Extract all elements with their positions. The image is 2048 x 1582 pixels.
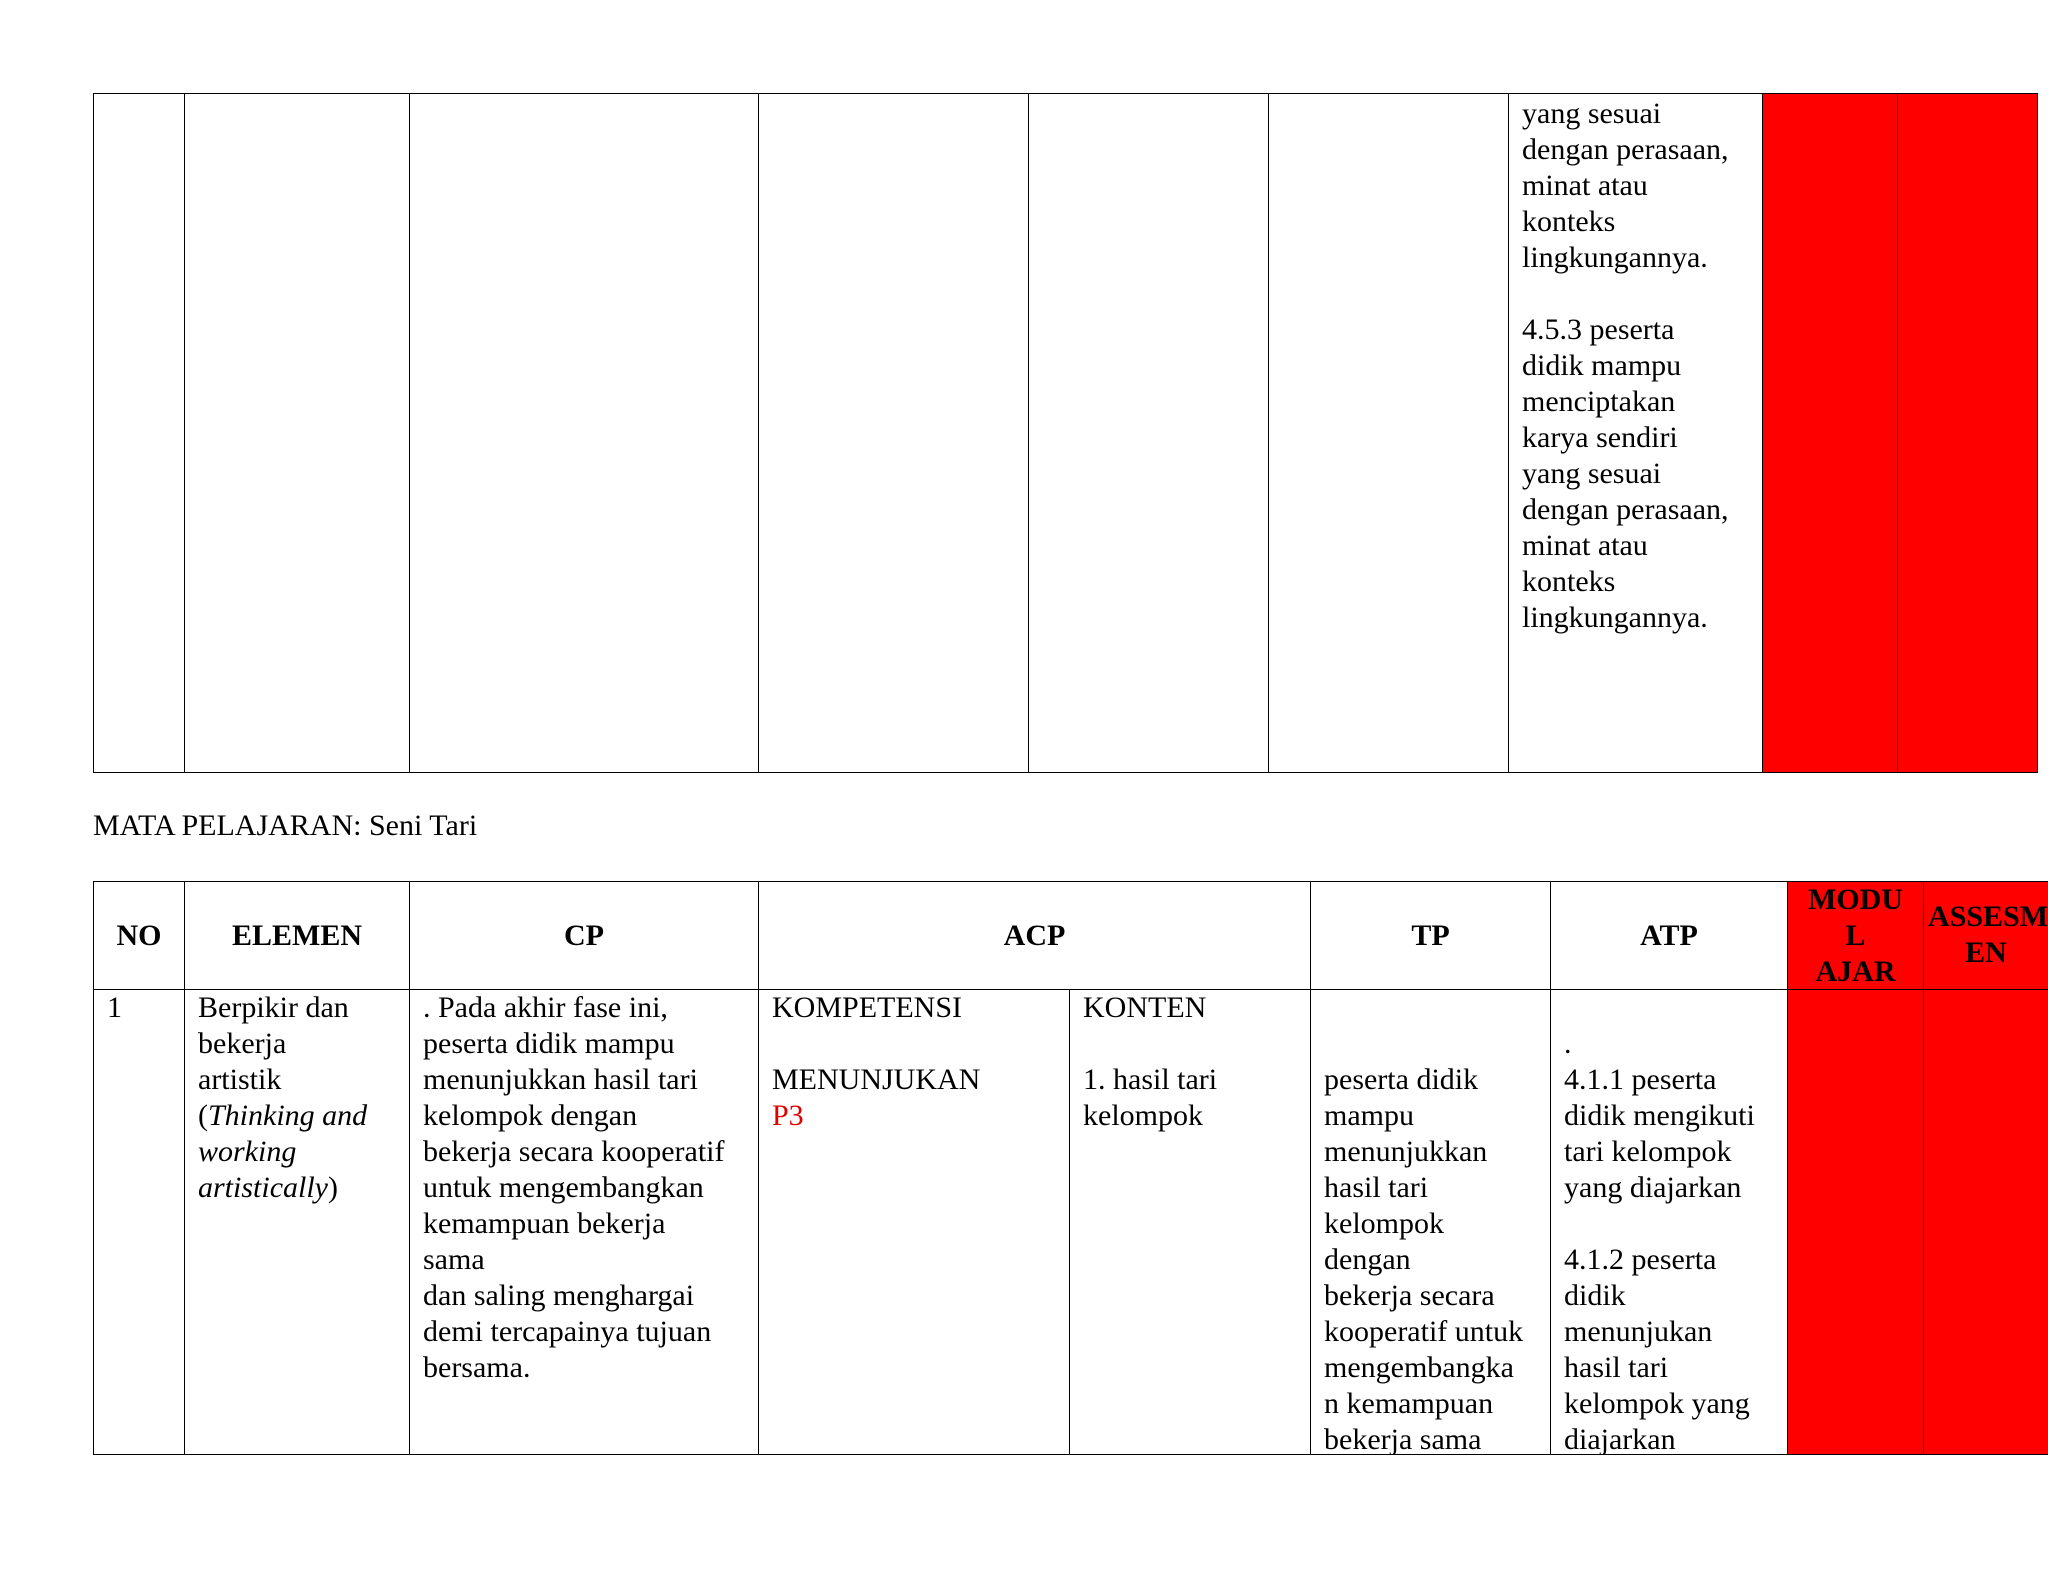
header-modul-ajar: MODU L AJAR xyxy=(1787,881,1924,990)
top-cell-no xyxy=(93,93,185,773)
header-cp: CP xyxy=(409,881,759,990)
top-cell-assesmen xyxy=(1897,93,2038,773)
top-cell-elemen xyxy=(184,93,410,773)
header-assesmen: ASSESM EN xyxy=(1923,881,2048,990)
row-acp-konten: KONTEN 1. hasil tari kelompok xyxy=(1069,989,1311,1455)
row-elemen-italic: Thinking and working artistically xyxy=(198,1099,368,1204)
subject-line xyxy=(93,808,477,844)
subject-value: Seni Tari xyxy=(368,809,478,842)
top-cell-modul-ajar xyxy=(1762,93,1898,773)
row-atp: . 4.1.1 peserta didik mengikuti tari kelompok yang diajarkan 4.1.2 peserta didik menunjukan hasil tari kelompok yang diajarkan xyxy=(1550,989,1788,1455)
row-acp-kompetensi xyxy=(758,989,1070,1455)
header-atp: ATP xyxy=(1550,881,1788,990)
top-cell-acp-konten xyxy=(1028,93,1269,773)
header-acp: ACP xyxy=(758,881,1311,990)
row-elemen-text: Berpikir dan bekerja artistik ( xyxy=(198,991,349,1132)
header-elemen: ELEMEN xyxy=(184,881,410,990)
row-assesmen xyxy=(1923,989,2048,1455)
top-cell-cp xyxy=(409,93,759,773)
subject-separator: : xyxy=(353,809,369,842)
row-elemen-close: ) xyxy=(328,1171,338,1204)
row-tp: peserta didik mampu menunjukkan hasil tari kelompok dengan bekerja secara kooperatif untuk mengembangka n kemampuan bekerja sama xyxy=(1310,989,1551,1455)
row-elemen xyxy=(184,989,410,1455)
row-cp: . Pada akhir fase ini, peserta didik mampu menunjukkan hasil tari kelompok dengan bekerja secara kooperatif untuk mengembangkan kemampuan bekerja sama dan saling menghargai demi tercapainya tujuan bersama. xyxy=(409,989,759,1455)
row-modul-ajar xyxy=(1787,989,1924,1455)
header-tp: TP xyxy=(1310,881,1551,990)
top-cell-atp: yang sesuai dengan perasaan, minat atau konteks lingkungannya. 4.5.3 peserta didik mampu menciptakan karya sendiri yang sesuai dengan perasaan, minat atau konteks lingkungannya. xyxy=(1508,93,1763,773)
row-acp-kompetensi-text: KOMPETENSI MENUNJUKAN xyxy=(772,991,981,1096)
header-no: NO xyxy=(93,881,185,990)
subject-label: MATA PELAJARAN xyxy=(93,809,354,842)
row-acp-kompetensi-tag: P3 xyxy=(772,1099,804,1132)
row-no: 1 xyxy=(93,989,185,1455)
top-cell-acp-kompetensi xyxy=(758,93,1029,773)
top-cell-tp xyxy=(1268,93,1509,773)
